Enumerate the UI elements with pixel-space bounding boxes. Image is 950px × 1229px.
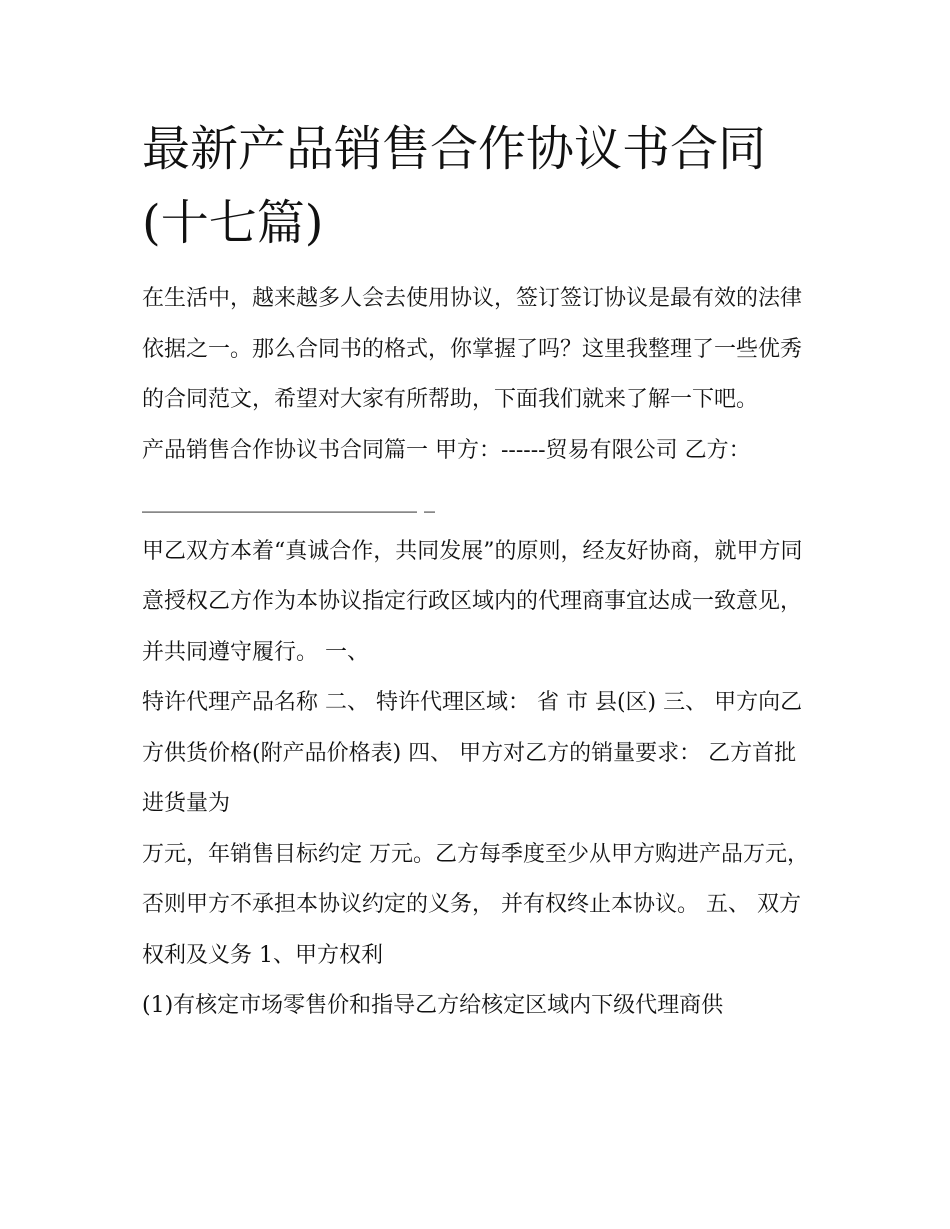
document-title: 最新产品销售合作协议书合同(十七篇) — [142, 121, 767, 251]
paragraph-intro: 在生活中，越来越多人会去使用协议，签订签订协议是最有效的法律依据之一。那么合同书的格式，你掌握了吗？这里我整理了一些优秀的合同范文，希望对大家有所帮助，下面我们就来了解一下吧。 — [142, 286, 803, 412]
paragraph-clauses-1-4: 特许代理产品名称 二、 特许代理区域： 省 市 县(区) 三、 甲方向乙方供货价格(附产品价格表) 四、 甲方对乙方的销量要求： 乙方首批进货量为 — [142, 690, 803, 816]
paragraph-sales-target: 万元，年销售目标约定 万元。乙方每季度至少从甲方购进产品万元，否则甲方不承担本协议约定的义务， 并有权终止本协议。 五、 双方权利及义务 1、甲方权利 — [142, 841, 809, 968]
paragraph-party-a-rights: (1)有核定市场零售价和指导乙方给核定区域内下级代理商供 — [142, 993, 724, 1018]
document-body — [142, 112, 814, 1032]
paragraph-parties: 产品销售合作协议书合同篇一 甲方：------贸易有限公司 乙方：_________________________ _ — [142, 437, 751, 513]
paragraph-agreement-principle: 甲乙双方本着“真诚合作，共同发展”的原则，经友好协商，就甲方同意授权乙方作为本协议指定行政区域内的代理商事宜达成一致意见，并共同遵守履行。 一、 — [142, 538, 803, 665]
